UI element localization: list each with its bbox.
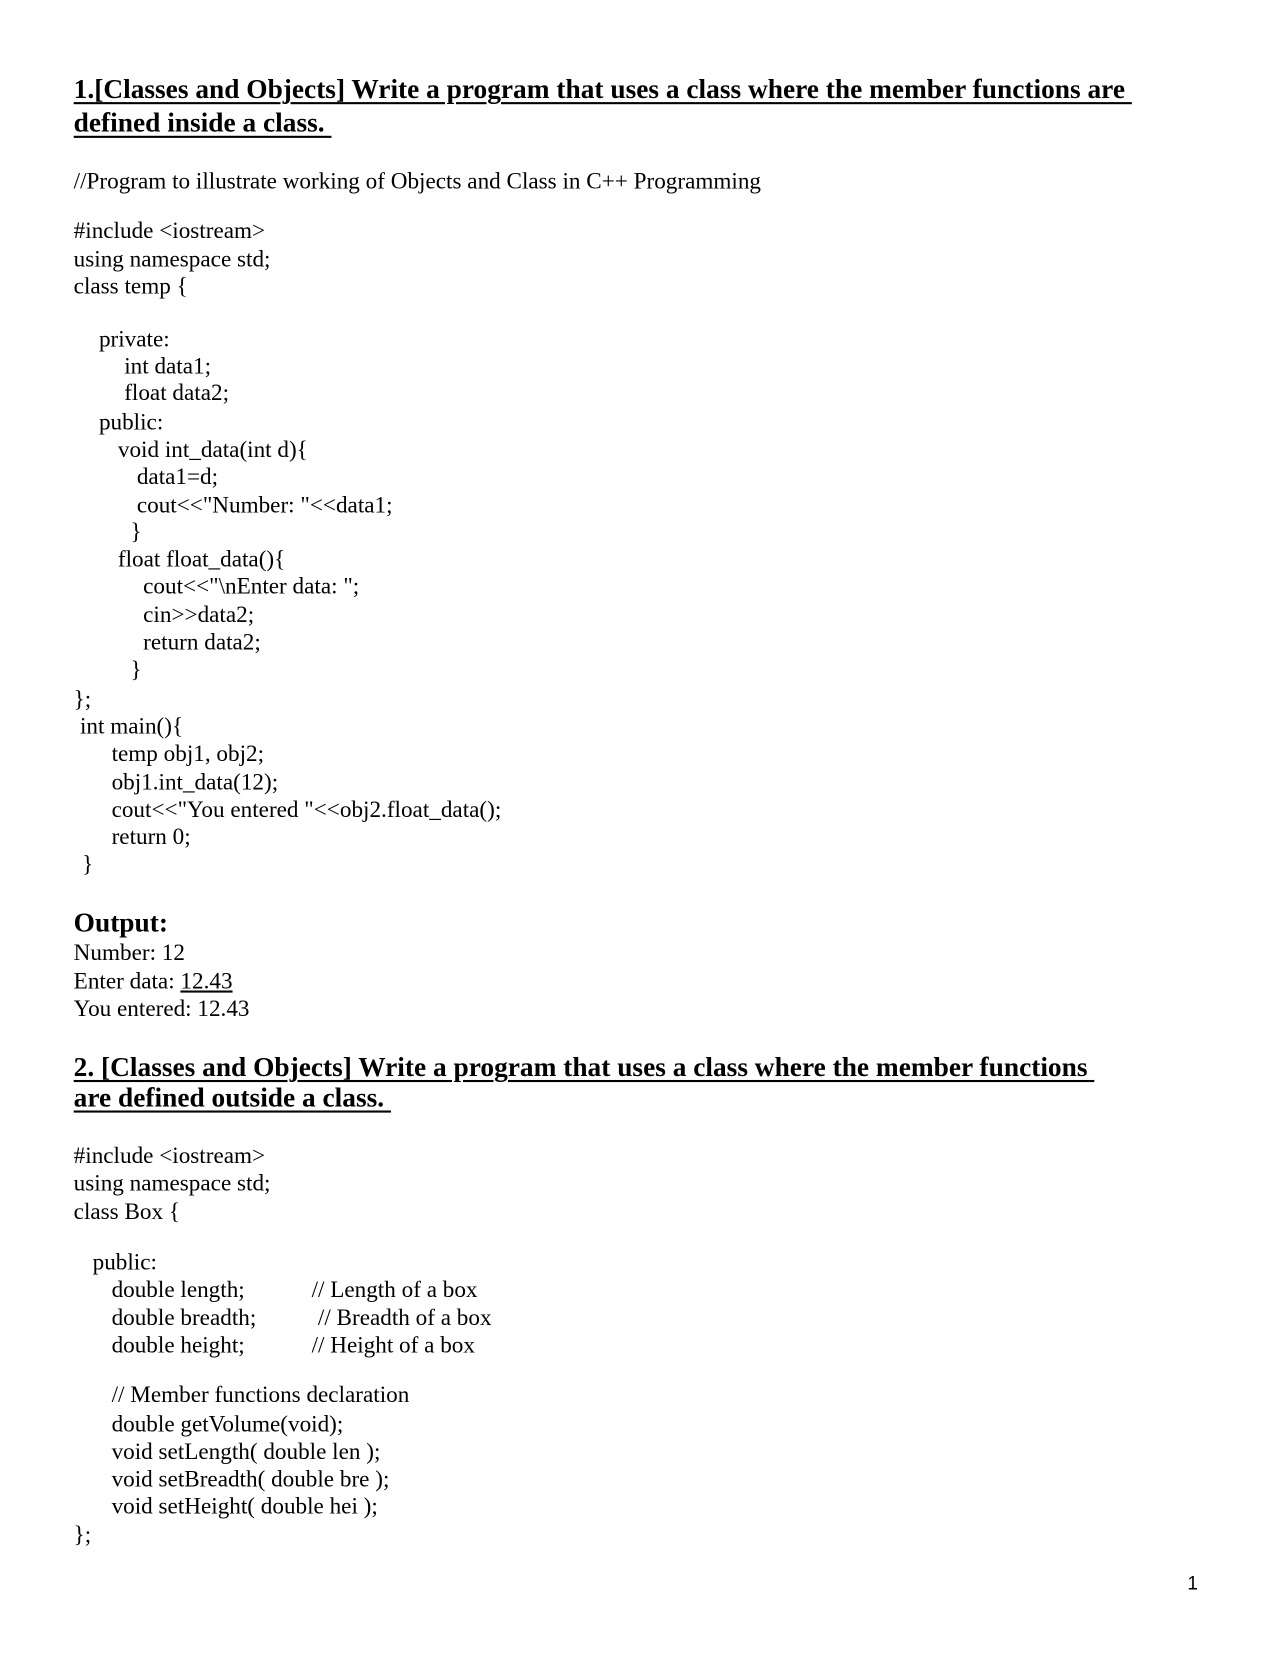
code-line: cin>>data2; (143, 601, 255, 628)
code-comment: // Breadth of a box (317, 1304, 492, 1331)
output-line (74, 968, 233, 993)
code-line: #include <iostream> (73, 1142, 266, 1169)
code-line: using namespace std; (73, 1169, 271, 1196)
code-comment: // Length of a box (311, 1275, 478, 1303)
code-line: double height; (111, 1331, 245, 1358)
code-line: class Box { (73, 1197, 180, 1225)
code-line: #include <iostream> (73, 216, 266, 244)
code-line: return data2; (143, 628, 261, 655)
output-title: Output: (73, 907, 168, 938)
code-comment: // Height of a box (311, 1331, 475, 1358)
code-line: } (130, 517, 142, 545)
code-line: void int_data(int d){ (117, 435, 308, 463)
code-line: cout<<"\nEnter data: "; (143, 572, 360, 599)
code-line: void setHeight( double hei ); (111, 1492, 378, 1519)
code-line: temp obj1, obj2; (111, 739, 265, 767)
output-input-value: 12.43 (180, 967, 233, 994)
code-line: int data1; (124, 352, 212, 379)
code-line: public: (92, 1248, 157, 1275)
code-line: void setBreadth( double bre ); (111, 1465, 390, 1492)
code-line: private: (98, 325, 170, 352)
code-line: }; (73, 1521, 92, 1548)
code-line: return 0; (111, 823, 191, 850)
q1-heading-cont: defined inside a class. (73, 107, 332, 138)
code-line: float float_data(){ (117, 545, 286, 572)
code-line: } (130, 655, 142, 683)
code-line: data1=d; (136, 463, 219, 490)
code-line: float data2; (124, 378, 230, 406)
code-line: void setLength( double len ); (111, 1437, 381, 1465)
q1-heading: 1.[Classes and Objects] Write a program that uses a class where the member functions are (73, 73, 1132, 105)
code-line: cout<<"Number: "<<data1; (136, 491, 393, 518)
output-line: You entered: 12.43 (73, 994, 250, 1022)
code-line: obj1.int_data(12); (111, 768, 279, 795)
output-label: Enter data: (73, 967, 181, 994)
code-line: public: (98, 408, 164, 435)
q2-heading-cont: are defined outside a class. (73, 1082, 391, 1113)
code-line: int main(){ (79, 712, 184, 739)
code-line: // Member functions declaration (111, 1381, 410, 1408)
code-comment: //Program to illustrate working of Objects and Class in C++ Programming (73, 167, 761, 194)
code-line: using namespace std; (73, 245, 271, 272)
code-line: class temp { (73, 272, 188, 299)
code-line: } (82, 850, 94, 877)
code-line: cout<<"You entered "<<obj2.float_data(); (111, 795, 502, 823)
code-line: double getVolume(void); (111, 1410, 344, 1437)
q2-heading: 2. [Classes and Objects] Write a program that uses a class where the member functions (73, 1051, 1095, 1083)
code-line: double length; (111, 1275, 245, 1303)
code-line: double breadth; (111, 1304, 257, 1331)
code-line: }; (73, 685, 92, 712)
output-line: Number: 12 (73, 938, 185, 966)
page-number: 1 (1187, 1572, 1198, 1594)
